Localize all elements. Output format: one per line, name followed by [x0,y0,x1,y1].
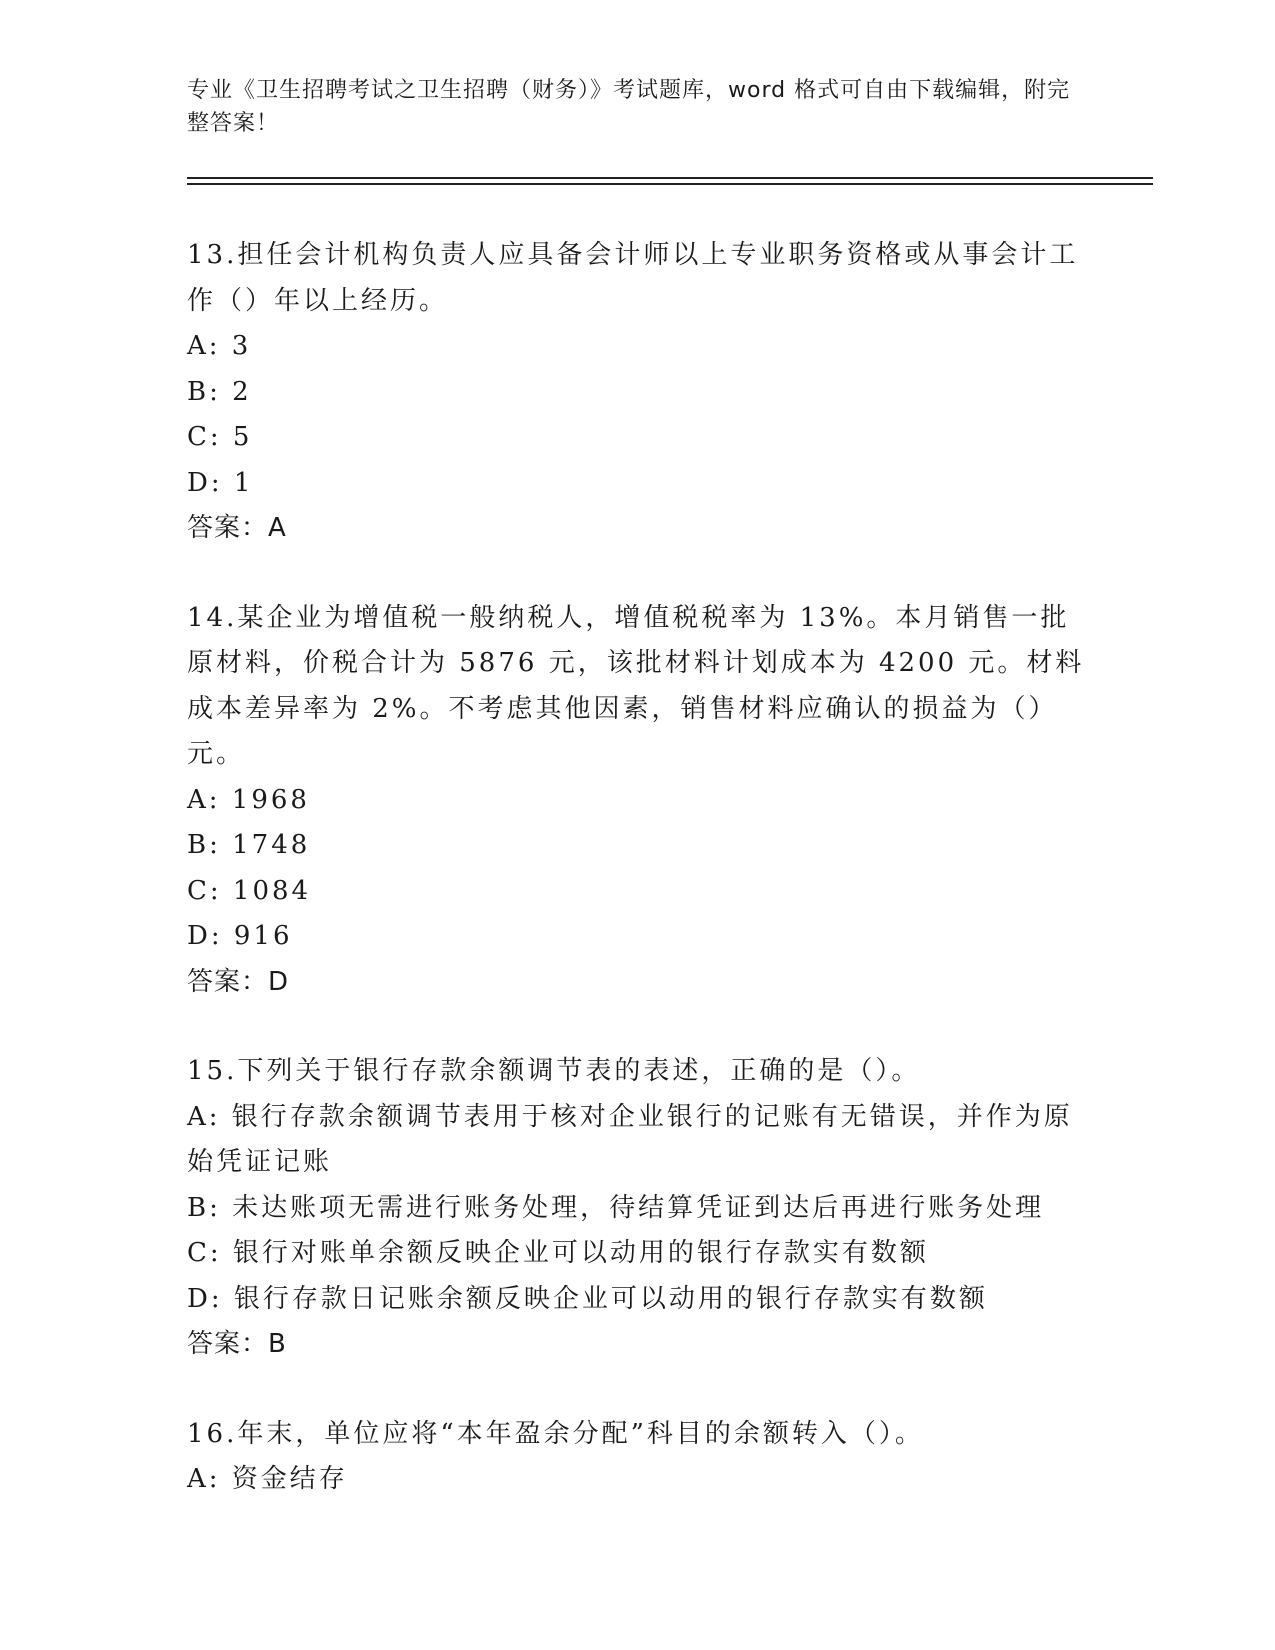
question-14 [187,596,1087,1006]
option-c: C: 银行对账单余额反映企业可以动用的银行存款实有数额 [187,1238,929,1268]
answer-line: 答案：D [187,966,290,997]
option-c: C: 5 [187,422,253,452]
header-divider-top [187,177,1153,179]
option-c: C: 1084 [187,875,312,906]
option-d: D: 1 [187,467,254,498]
option-b: B: 1748 [187,830,311,860]
question-stem: 14.某企业为增值税一般纳税人，增值税税率为 13%。本月销售一批原材料，价税合计为 5876 元，该批材料计划成本为 4200 元。材料成本差异率为 2%。不考虑其他因素，销售材料应确认的损益为（）元。 [187,602,1085,769]
question-13 [187,233,1087,552]
option-a: A: 1968 [187,784,310,815]
question-stem: 16.年末，单位应将“本年盈余分配”科目的余额转入（）。 [187,1418,924,1449]
question-16 [187,1412,1087,1503]
option-b: B: 未达账项无需进行账务处理，待结算凭证到达后再进行账务处理 [187,1192,1045,1223]
header-divider-bottom [187,183,1153,185]
question-stem: 15.下列关于银行存款余额调节表的表述，正确的是（）。 [187,1056,921,1086]
option-b: B: 2 [187,376,252,407]
option-a: A: 银行存款余额调节表用于核对企业银行的记账有无错误，并作为原始凭证记账 [187,1101,1073,1177]
option-d: D: 916 [187,921,293,951]
answer-line: 答案：A [187,513,287,543]
option-a: A: 3 [187,331,252,361]
document-header: 专业《卫生招聘考试之卫生招聘（财务）》考试题库，word 格式可自由下载编辑，附完整答案！ [187,78,1071,136]
question-stem: 13.担任会计机构负责人应具备会计师以上专业职务资格或从事会计工作（）年以上经历。 [187,240,1079,316]
answer-line: 答案：B [187,1329,287,1359]
option-a: A: 资金结存 [187,1464,348,1494]
question-list [187,233,1087,1547]
question-15 [187,1049,1087,1368]
option-d: D: 银行存款日记账余额反映企业可以动用的银行存款实有数额 [187,1283,988,1314]
